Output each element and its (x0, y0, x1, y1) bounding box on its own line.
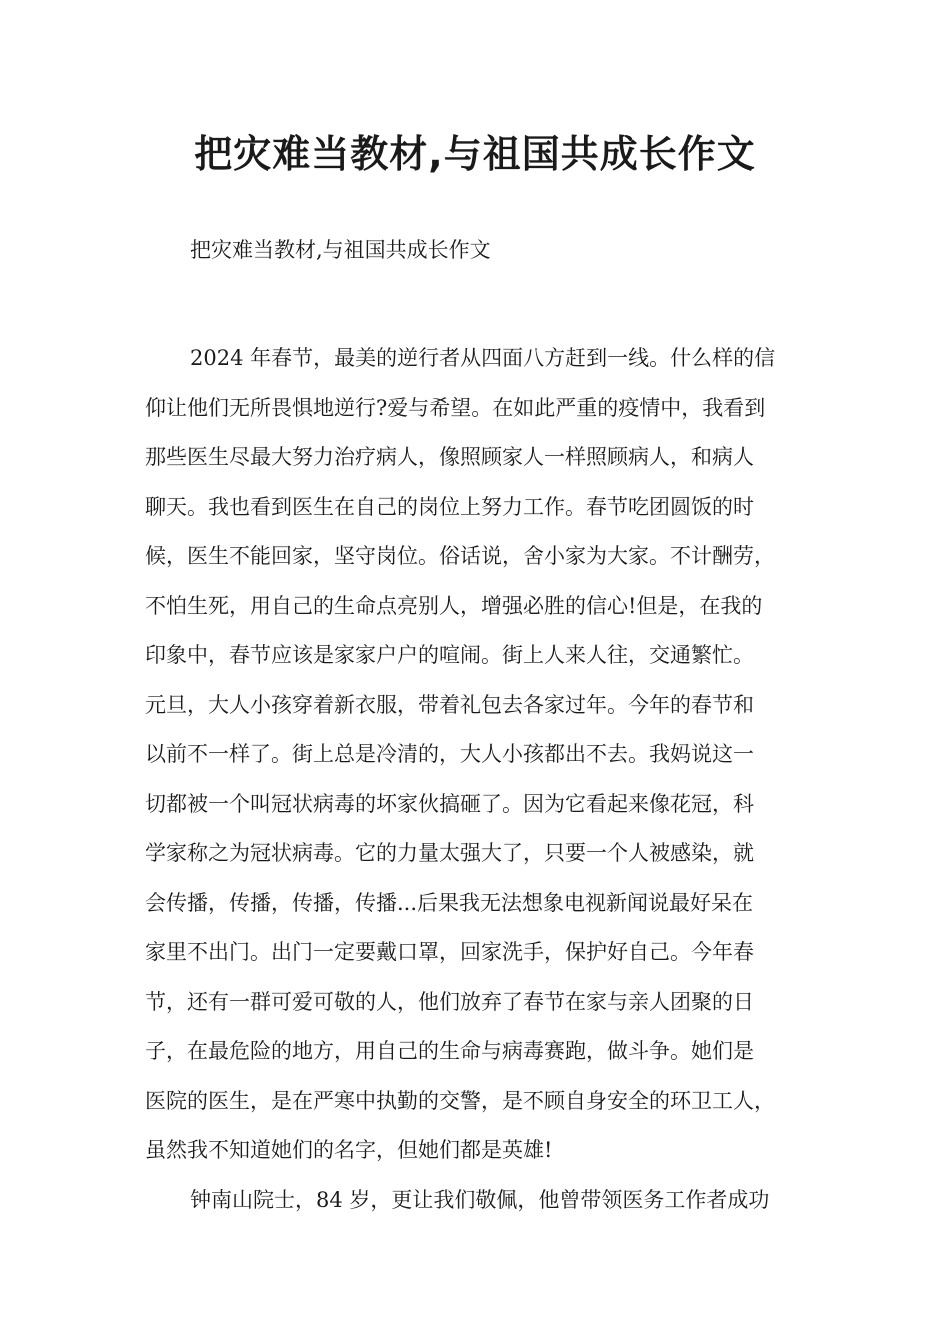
document-subtitle: 把灾难当教材,与祖国共成长作文 (190, 238, 491, 262)
text-line: 虽然我不知道她们的名字，但她们都是英雄! (145, 1138, 553, 1162)
text-line: 子，在最危险的地方，用自己的生命与病毒赛跑，做斗争。她们是 (145, 1039, 754, 1063)
text-line: 医院的医生，是在严寒中执勤的交警，是不顾自身安全的环卫工人， (145, 1088, 775, 1113)
text-line: 聊天。我也看到医生在自己的岗位上努力工作。春节吃团圆饭的时 (145, 494, 754, 519)
text-line: 2024 年春节，最美的逆行者从四面八方赶到一线。什么样的信 (190, 346, 776, 370)
text-line: 候，医生不能回家，坚守岗位。俗话说，舍小家为大家。不计酬劳， (145, 544, 775, 568)
text-line: 那些医生尽最大努力治疗病人，像照顾家人一样照顾病人，和病人 (145, 445, 754, 469)
text-line: 切都被一个叫冠状病毒的坏家伙搞砸了。因为它看起来像花冠，科 (145, 791, 754, 816)
text-line: 学家称之为冠状病毒。它的力量太强大了，只要一个人被感染，就 (145, 841, 754, 865)
text-line: 以前不一样了。街上总是冷清的，大人小孩都出不去。我妈说这一 (145, 742, 754, 766)
text-line: 会传播，传播，传播，传播...后果我无法想象电视新闻说最好呆在 (145, 890, 754, 915)
essay-body (145, 334, 807, 1225)
text-line: 节，还有一群可爱可敬的人，他们放弃了春节在家与亲人团聚的日 (145, 989, 754, 1014)
text-line: 家里不出门。出门一定要戴口罩，回家洗手，保护好自己。今年春 (145, 940, 754, 964)
text-line: 元旦，大人小孩穿着新衣服，带着礼包去各家过年。今年的春节和 (145, 692, 754, 717)
text-line: 印象中，春节应该是家家户户的喧闹。街上人来人往，交通繁忙。 (145, 643, 754, 667)
document-title: 把灾难当教材,与祖国共成长作文 (194, 132, 756, 176)
text-line: 不怕生死，用自己的生命点亮别人，增强必胜的信心!但是，在我的 (145, 593, 763, 618)
text-line: 仰让他们无所畏惧地逆行?爱与希望。在如此严重的疫情中，我看到 (145, 395, 766, 420)
text-line: 钟南山院士，84 岁，更让我们敬佩，他曾带领医务工作者成功 (190, 1187, 770, 1212)
